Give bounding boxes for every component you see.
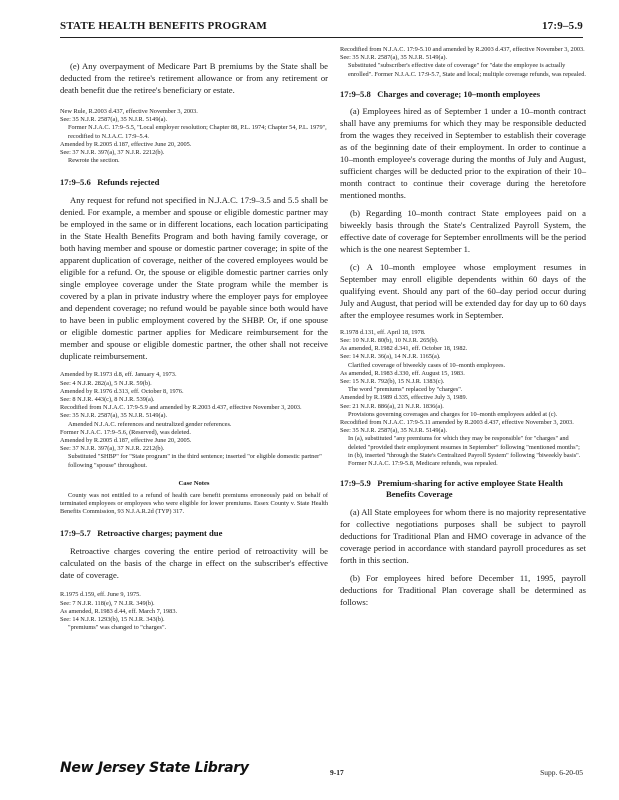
history-line: R.1975 d.159, eff. June 9, 1975. [60,591,141,599]
history-note-5-6 [60,371,328,469]
page-footer [60,760,583,786]
history-line: New Rule, R.2003 d.437, effective November 3, 2003. [60,108,198,115]
section-title: Refunds rejected [97,177,160,188]
paragraph-c: (c) A 10–month employee whose employment resumes in September may enroll eligible dependents within 60 days of the qualifying event. Should any part of the 60–day period occur during July and August, that period will be extended day for day up to 60 days after the employee resumes work in September. [340,261,586,320]
history-line: See: 35 N.J.R. 2587(a), 35 N.J.R. 5149(a). [60,412,168,420]
case-notes-heading: Case Notes [178,479,210,487]
section-title: Retroactive charges; payment due [97,528,223,539]
history-line: As amended, R.1983 d.330, eff. August 15, 1983. [340,369,465,377]
history-line: The word "premiums" replaced by "charges". [348,386,463,394]
history-note-5-8 [340,329,586,468]
history-line: Substituted "subscriber's effective date of coverage" for "date the employee is actually enrolled". Former N.J.A.C. 17:9-5.7, State and local; multiple coverage refunds, was repealed. [348,62,586,78]
section-number: 17:9–5.6 [60,177,91,188]
section-heading-5-8 [340,89,586,100]
history-line: Recodified from N.J.A.C. 17:9-5.10 and amended by R.2003 d.437, effective November 3, 2003. [340,46,585,53]
section-body: Any request for refund not specified in N.J.A.C. 17:9–3.5 and 5.5 shall be denied. For example, a member and spouse or eligible domestic partner may be employed in the same or in different locations, each location participating in the State Health Benefits Program and both having family coverage, or both having member and spouse or domestic partner coverage; in spite of the apparent duplication of coverage, neither of the covered employees would be eligible for a refund. Or, the spouse or eligible domestic partner carries only single employee coverage under the State program while the member is covered by a plan in private industry where the employer pays for employee and dependent coverage; no refund would be payable since both would have to have been in public employment covered by the SHBP. Or, if one spouse or eligible domestic partner applies for Medicare reimbursement for the member and spouse or eligible domestic partner, the other shall not receive duplicate reimbursement. [60,195,328,362]
history-line: As amended, R.1983 d.44, eff. March 7, 1983. [60,607,178,615]
section-heading-5-7 [60,528,328,539]
history-line: See: 37 N.J.R. 397(a), 37 N.J.R. 2212(b). [60,445,165,453]
history-line: Rewrote the section. [68,157,120,165]
history-line: Recodified from N.J.A.C. 17:9-5.9 and amended by R.2003 d.437, effective November 3, 2003. [60,404,302,412]
history-line: Clarified coverage of biweekly cases of 10–month employees. [348,361,506,369]
history-line: See: 7 N.J.R. 118(e), 7 N.J.R. 349(b). [60,599,155,607]
case-note: County was not entitled to a refund of health care benefit premiums erroneously paid on behalf of terminated employees or employees who were eligible for lower premiums. Essex County v. State Health Benefits Commission, 93 N.J.A.R.2d (TYP) 317. [60,491,328,516]
section-body: Retroactive charges covering the entire period of retroactivity will be calculated on the basis of the charge in effect on the subscriber's effective date of coverage. [60,546,328,581]
history-line: Former N.J.A.C. 17:9–5.5, "Local employer resolution; Chapter 88, P.L. 1974; Chapter 54, P.L. 1979", recodified to N.J.A.C. 17:9–5.4. [68,124,327,140]
paragraph-e: (e) Any overpayment of Medicare Part B premiums by the State shall be deducted from the retiree's retirement allowance or from any retirement or death benefit due the retiree's beneficiary or estate. [60,61,328,95]
left-column [60,46,328,632]
history-note-5-5 [60,108,328,165]
header-title: STATE HEALTH BENEFITS PROGRAM [60,20,268,32]
history-line: See: 21 N.J.R. 886(a), 21 N.J.R. 1836(a). [340,402,444,410]
history-line: See: 35 N.J.R. 2587(a), 35 N.J.R. 5149(a). [340,54,448,62]
history-line: "premiums" was changed to "charges". [68,624,167,632]
history-line: Substituted "SHBP" for "State program" in the third sentence; inserted "or eligible domestic partner" following "spouse" throughout. [68,453,322,469]
history-line: See: 14 N.J.R. 36(a), 14 N.J.R. 1165(a). [340,353,441,361]
history-line: See: 35 N.J.R. 2587(a), 35 N.J.R. 5149(a). [60,116,168,124]
history-line: See: 37 N.J.R. 397(a), 37 N.J.R. 2212(b). [60,149,165,157]
history-line: Amended by R.2005 d.187, effective June 20, 2005. [60,140,192,148]
history-line: See: 4 N.J.R. 282(a), 5 N.J.R. 59(b). [60,379,152,387]
section-title: Charges and coverage; 10–month employees [377,88,541,99]
section-heading-5-6 [60,177,328,188]
history-line: See: 8 N.J.R. 443(c), 8 N.J.R. 539(a). [60,396,155,404]
supplement-date: Supp. 6-20-05 [540,768,583,777]
history-line: See: 10 N.J.R. 80(b), 10 N.J.R. 265(b). [340,337,439,345]
history-line: Former N.J.A.C. 17:9–5.6, (Reserved), was deleted. [60,428,191,436]
history-line: Amended N.J.A.C. references and neutralized gender references. [68,420,232,428]
history-line: As amended, R.1982 d.341, eff. October 18, 1982. [340,345,468,353]
history-line: Provisions governing coverages and charges for 10–month employees added at (c). [348,410,558,418]
history-line: Amended by R.2005 d.187, effective June 20, 2005. [60,437,192,445]
history-line: R.1978 d.131, eff. April 18, 1978. [340,328,426,336]
section-number: 17:9–5.8 [340,88,371,99]
history-note-5-7 [60,591,328,632]
history-line: See: 15 N.J.R. 792(b), 15 N.J.R. 1383(c). [340,378,445,386]
history-line: See: 14 N.J.R. 1293(b), 15 N.J.R. 343(b). [60,616,165,624]
section-number: 17:9–5.7 [60,528,91,539]
right-column [340,46,586,608]
history-line: See: 35 N.J.R. 2587(a), 35 N.J.R. 5149(a). [340,427,448,435]
history-line: Amended by R.1973 d.8, eff. January 4, 1973. [60,371,177,379]
section-number: 17:9–5.9 [340,478,371,489]
history-note-5-7-cont [340,46,586,79]
library-stamp: New Jersey State Library [60,760,249,776]
paragraph-b: (b) Regarding 10–month contract State employees paid on a biweekly basis through the State's Centralized Payroll System, the effective date of coverage for September enrollments will be the period which is the one nearest September 1. [340,207,586,254]
page-number: 9-17 [330,768,344,777]
history-line: Recodified from N.J.A.C. 17:9-5.11 amended by R.2003 d.437, effective November 3, 2003. [340,419,574,427]
paragraph-b: (b) For employees hired before December 11, 1995, payroll deductions for Traditional Plan coverage shall be determined as follows: [340,573,586,608]
running-header [60,20,583,38]
section-title: Premium-sharing for active employee State Health Benefits Coverage [377,478,563,500]
history-line: Amended by R.1976 d.313, eff. October 8, 1976. [60,387,184,395]
paragraph-a: (a) All State employees for whom there is no majority representative for collective negotiations purposes shall be subject to payroll deductions for Traditional Plan and HMO coverage in advance of the coverage period in accordance with standard payroll procedures as set forth in this section. [340,507,586,566]
history-line: Amended by R.1989 d.335, effective July 3, 1989. [340,394,468,402]
paragraph-a: (a) Employees hired as of September 1 under a 10–month contract shall have any premiums for which they may be responsible deducted from the wages they received in September to establish their coverage as of the beginning date of their employment. In order to continue a 10–month employee's coverage during the months of July and August, sufficient charges will be deducted prior to the expiration of their 10–month contract to continue their coverage during the heretofore mentioned months. [340,105,586,200]
section-heading-5-9 [340,478,586,500]
header-section-range: 17:9–5.9 [541,20,583,32]
history-line: In (a), substituted "any premiums for which they may be responsible" for "charges" and deleted "provided their employment resumes in September" following "mentioned months"; in (b), inserted "through the State's Centralized Payroll System" following "biweekly basis". Former N.J.A.C. 17:9-5.8, Medicare refunds, was repealed. [348,435,581,468]
